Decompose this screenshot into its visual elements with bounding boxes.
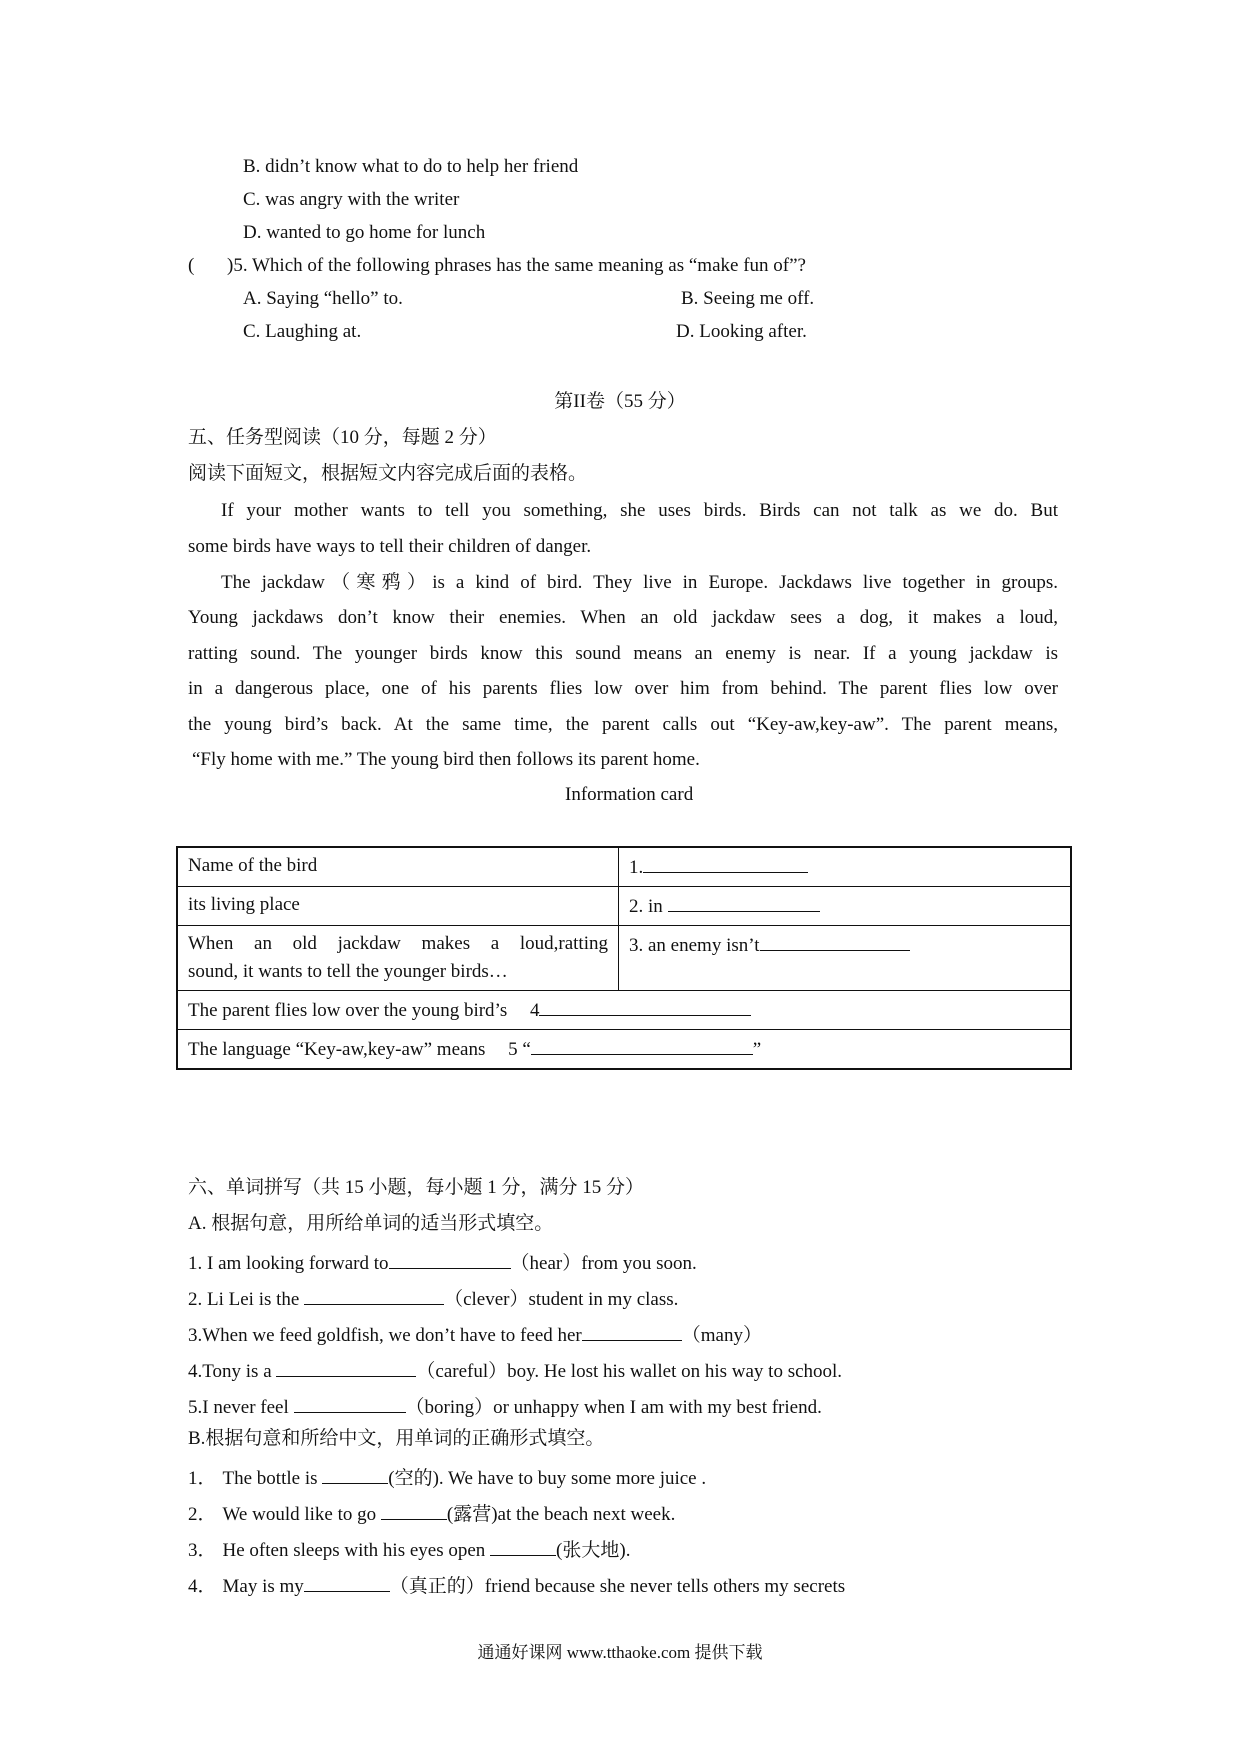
b4-blank[interactable]	[304, 1571, 390, 1592]
a5-blank[interactable]	[294, 1392, 406, 1413]
passage-p1-line1: If your mother wants to tell you something, she uses birds. Birds can not talk as we do. But	[221, 500, 1058, 521]
table-cell	[177, 991, 1071, 1030]
table-row	[177, 847, 1071, 887]
a4-blank[interactable]	[276, 1356, 416, 1377]
card-living-place-label: its living place	[188, 894, 300, 915]
a1-prefix: 1. I am looking forward to	[188, 1253, 389, 1274]
card-row4-text: The parent flies low over the young bird’s	[188, 1000, 508, 1021]
a3-prefix: 3.When we feed goldfish, we don’t have to feed her	[188, 1325, 582, 1346]
card-row5-number: 5 “	[508, 1039, 531, 1060]
table-row	[177, 887, 1071, 926]
passage-p2-line1: The jackdaw（寒鸦）is a kind of bird. They live in Europe. Jackdaws live together in groups.	[221, 572, 1058, 593]
q5-option-b: B. Seeing me off.	[681, 288, 815, 309]
card-answer-3-label: 3. an enemy isn’t	[629, 935, 760, 956]
table-row	[177, 1030, 1071, 1070]
a4-prefix: 4.Tony is a	[188, 1361, 272, 1382]
b1-suffix: (空的). We have to buy some more juice .	[388, 1468, 707, 1489]
card-row3-line2: sound, it wants to tell the younger birds…	[188, 961, 508, 982]
b4-prefix: May is my	[222, 1576, 304, 1597]
q5-option-d: D. Looking after.	[676, 321, 807, 342]
a3-suffix: （many）	[681, 1325, 762, 1346]
answer-blank-3[interactable]	[760, 930, 910, 951]
a2-blank[interactable]	[304, 1284, 444, 1305]
list-item	[188, 1571, 845, 1599]
table-cell	[177, 1030, 1071, 1070]
section5-title: 五、任务型阅读（10 分，每题 2 分）	[188, 427, 497, 448]
list-item	[188, 1392, 822, 1420]
section6-title: 六、单词拼写（共 15 小题，每小题 1 分，满分 15 分）	[188, 1177, 645, 1198]
b2-blank[interactable]	[381, 1499, 447, 1520]
page-footer: 通通好课网 www.tthaoke.com 提供下载	[477, 1643, 763, 1662]
a5-suffix: （boring）or unhappy when I am with my best friend.	[405, 1397, 822, 1418]
table-cell	[177, 926, 619, 991]
table-cell	[619, 887, 1072, 926]
a3-blank[interactable]	[582, 1320, 682, 1341]
q4-option-b: B. didn’t know what to do to help her friend	[243, 156, 579, 177]
b1-prefix: The bottle is	[222, 1468, 318, 1489]
list-item	[188, 1320, 762, 1348]
card-name-label: Name of the bird	[188, 855, 318, 876]
answer-blank-1[interactable]	[643, 852, 808, 873]
passage-p2-line5: the young bird’s back. At the same time, the parent calls out “Key-aw,key-aw”. The parent means,	[188, 714, 1058, 735]
b3-number: 3．	[188, 1540, 217, 1561]
table-cell	[177, 847, 619, 887]
table-row	[177, 926, 1071, 991]
b2-suffix: (露营)at the beach next week.	[446, 1504, 676, 1525]
list-item	[188, 1356, 842, 1384]
card-answer-2-label: 2. in	[629, 896, 663, 917]
section6-b-instruction: B.根据句意和所给中文，用单词的正确形式填空。	[188, 1428, 605, 1449]
card-answer-1-label: 1.	[629, 857, 644, 878]
information-card-table	[176, 846, 1072, 1070]
answer-blank-5[interactable]	[531, 1034, 753, 1055]
b2-prefix: We would like to go	[222, 1504, 377, 1525]
q5-option-a: A. Saying “hello” to.	[243, 288, 403, 309]
section6-a-instruction: A. 根据句意，用所给单词的适当形式填空。	[188, 1213, 554, 1234]
table-cell	[619, 926, 1072, 991]
table-row	[177, 991, 1071, 1030]
b4-number: 4．	[188, 1576, 217, 1597]
a5-prefix: 5.I never feel	[188, 1397, 289, 1418]
q4-option-d: D. wanted to go home for lunch	[243, 222, 486, 243]
a4-suffix: （careful）boy. He lost his wallet on his way to school.	[416, 1361, 843, 1382]
passage-p2-line3: ratting sound. The younger birds know this sound means an enemy is near. If a young jackdaw is	[188, 643, 1058, 664]
list-item	[188, 1499, 675, 1527]
q5-option-c: C. Laughing at.	[243, 321, 362, 342]
b1-blank[interactable]	[322, 1463, 388, 1484]
b4-suffix: （真正的）friend because she never tells others my secrets	[389, 1576, 846, 1597]
volume2-title: 第II卷（55 分）	[554, 391, 686, 412]
table-cell	[177, 887, 619, 926]
passage-p1-line2: some birds have ways to tell their children of danger.	[188, 536, 592, 557]
list-item	[188, 1535, 630, 1563]
b2-number: 2．	[188, 1504, 217, 1525]
b3-suffix: (张大地).	[556, 1540, 631, 1561]
a2-prefix: 2. Li Lei is the	[188, 1289, 300, 1310]
card-row5-close-quote: ”	[752, 1039, 762, 1060]
a1-blank[interactable]	[389, 1248, 511, 1269]
q4-option-c: C. was angry with the writer	[243, 189, 460, 210]
section5-instruction: 阅读下面短文，根据短文内容完成后面的表格。	[188, 463, 588, 484]
card-row3-line1: When an old jackdaw makes a loud,ratting	[188, 933, 608, 954]
b3-prefix: He often sleeps with his eyes open	[222, 1540, 486, 1561]
a2-suffix: （clever）student in my class.	[444, 1289, 679, 1310]
list-item	[188, 1248, 697, 1276]
passage-p2-line2: Young jackdaws don’t know their enemies. When an old jackdaw sees a dog, it makes a loud,	[188, 607, 1058, 628]
q5-paren: (	[188, 255, 195, 276]
list-item	[188, 1284, 678, 1312]
list-item	[188, 1463, 706, 1491]
passage-p2-line6: “Fly home with me.” The young bird then follows its parent home.	[192, 749, 700, 770]
card-row4-number: 4	[529, 1000, 540, 1021]
answer-blank-2[interactable]	[668, 891, 820, 912]
b3-blank[interactable]	[490, 1535, 556, 1556]
q5-question: )5. Which of the following phrases has the same meaning as “make fun of”?	[227, 255, 806, 276]
card-row5-text: The language “Key-aw,key-aw” means	[188, 1039, 486, 1060]
answer-blank-4[interactable]	[539, 995, 751, 1016]
table-cell	[619, 847, 1072, 887]
b1-number: 1．	[188, 1468, 217, 1489]
a1-suffix: （hear）from you soon.	[510, 1253, 697, 1274]
passage-p2-line4: in a dangerous place, one of his parents flies low over him from behind. The parent flies low over	[188, 678, 1058, 699]
information-card-title: Information card	[565, 784, 694, 805]
